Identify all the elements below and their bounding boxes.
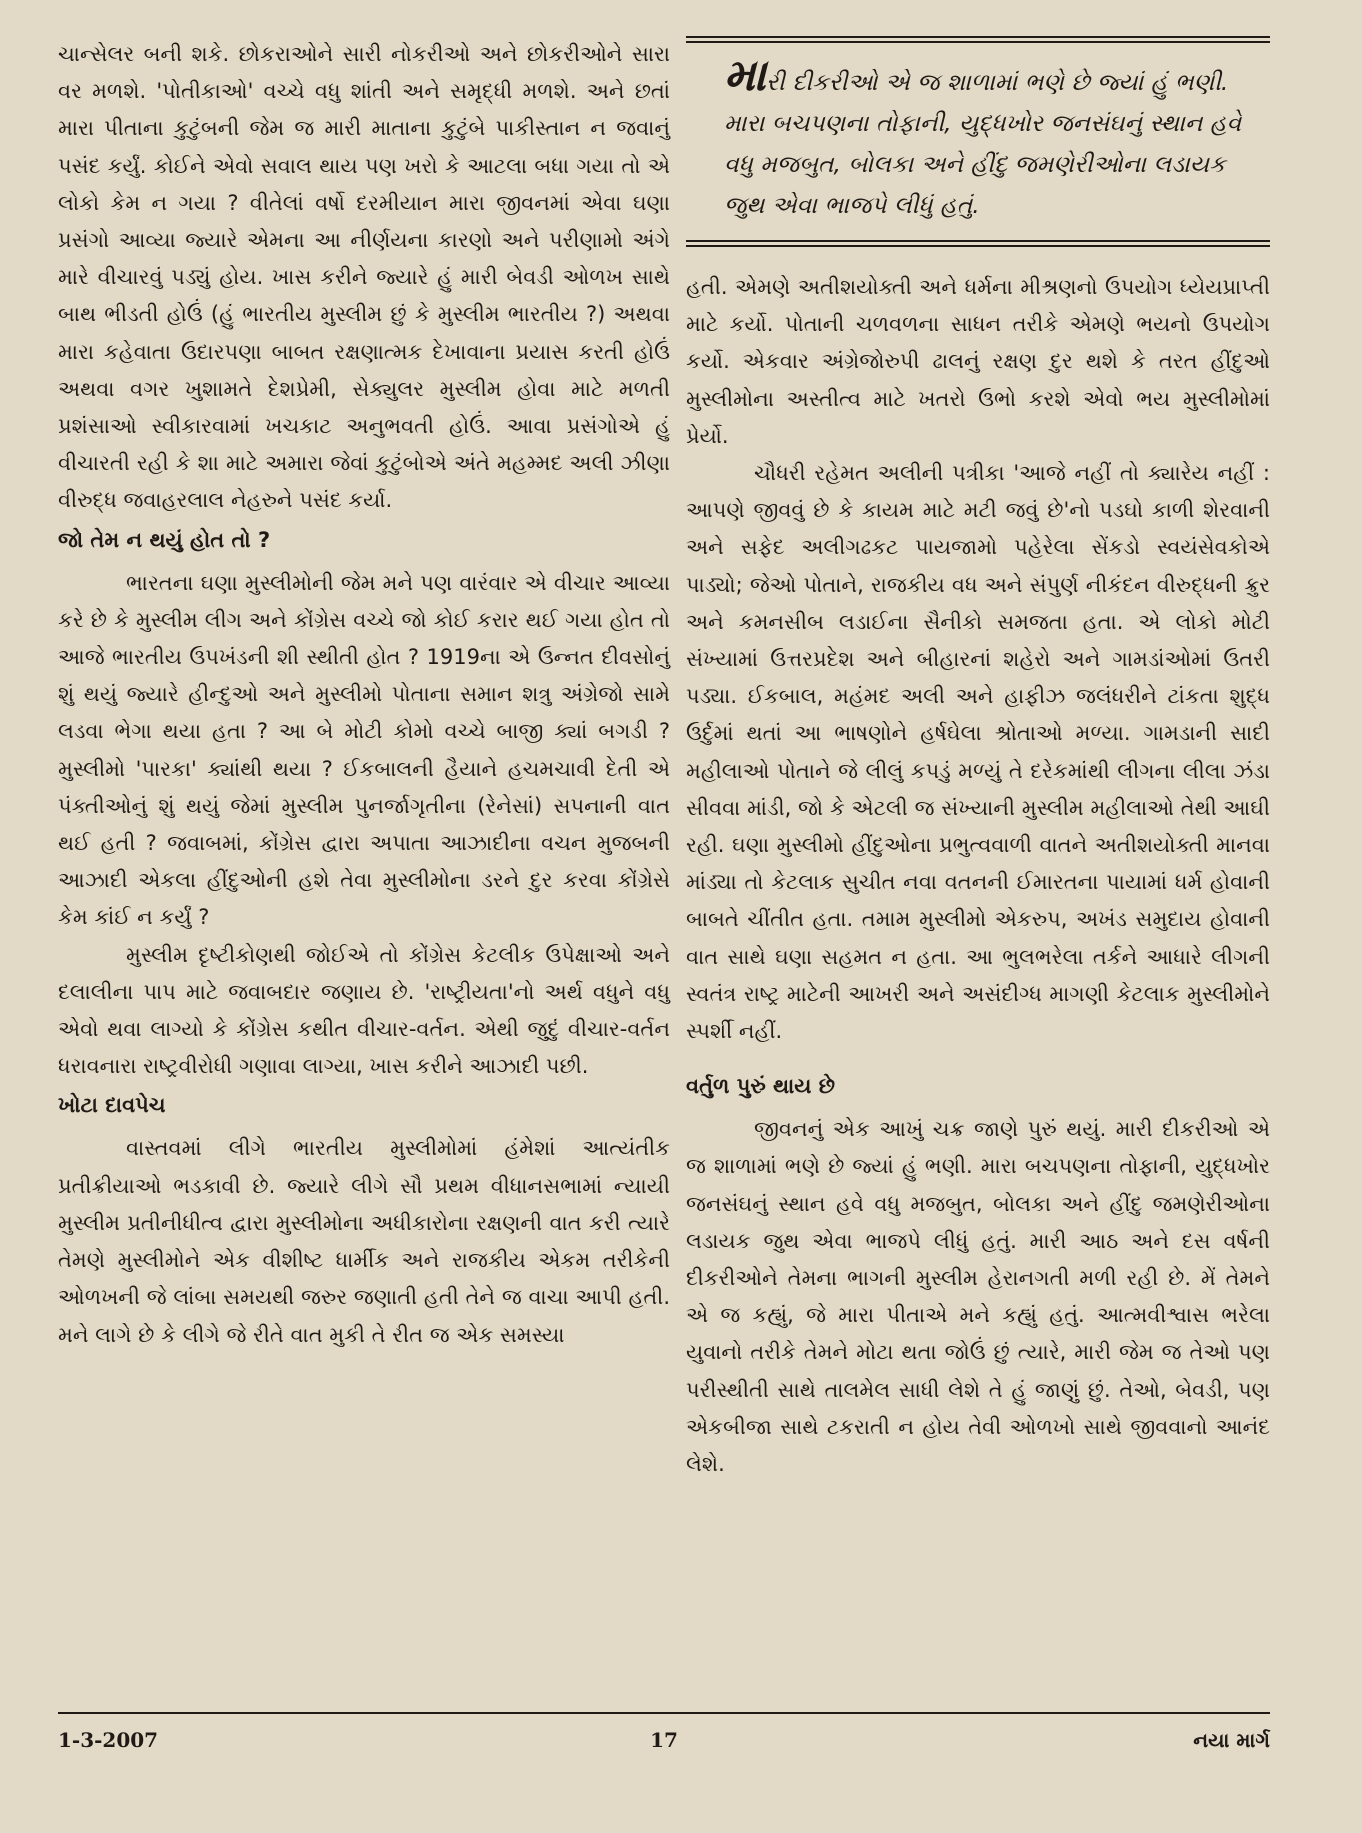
issue-date: 1-3-2007 [58, 1728, 159, 1752]
pull-quote-initial: મા [724, 50, 766, 101]
right-column [686, 36, 1270, 1483]
body-paragraph: ભારતના ઘણા મુસ્લીમોની જેમ મને પણ વારંવાર એ વીચાર આવ્યા કરે છે કે મુસ્લીમ લીગ અને કોંગ્રેસ વચ્ચે જો કોઈ કરાર થઈ ગયા હોત તો આજે ભારતીય ઉપખંડની શી સ્થીતી હોત ? 1919ના એ ઉન્નત દીવસોનું શું થયું જ્યારે હીન્દુઓ અને મુસ્લીમો પોતાના સમાન શત્રુ અંગ્રેજો સામે લડવા ભેગા થયા હતા ? આ બે મોટી કોમો વચ્ચે બાજી ક્યાં બગડી ? મુસ્લીમો 'પારકા' ક્યાંથી થયા ? ઈકબાલની હૈયાને હચમચાવી દેતી એ પંક્તીઓનું શું થયું જેમાં મુસ્લીમ પુનર્જાગૃતીના (રેનેસાં) સપનાની વાત થઈ હતી ? જવાબમાં, કોંગ્રેસ દ્વારા અપાતા આઝાદીના વચન મુજબની આઝાદી એકલા હીંદુઓની હશે તેવા મુસ્લીમોના ડરને દુર કરવા કોંગ્રેસે કેમ કાંઈ ન કર્યું ? [58, 570, 670, 930]
body-paragraph: જીવનનું એક આખું ચક્ર જાણે પુરું થયું. મારી દીકરીઓ એ જ શાળામાં ભણે છે જ્યાં હું ભણી. મારા બચપણના તોફાની, યુદ્ધખોર જનસંઘનું સ્થાન હવે વધુ મજબુત, બોલકા અને હીંદુ જમણેરીઓના લડાયક જુથ એવા ભાજપે લીધું હતું. મારી આઠ અને દસ વર્ષની દીકરીઓને તેમના ભાગની મુસ્લીમ હેરાનગતી મળી રહી છે. મેં તેમને એ જ કહ્યું, જે મારા પીતાએ મને કહ્યું હતું. આત્મવીશ્વાસ ભરેલા યુવાનો તરીકે તેમને મોટા થતા જોઉં છું ત્યારે, મારી જેમ જ તેઓ પણ પરીસ્થીતી સાથે તાલમેલ સાધી લેશે તે હું જાણું છું. તેઓ, બેવડી, પણ એકબીજા સાથે ટકરાતી ન હોય તેવી ઓળખો સાથે જીવવાનો આનંદ લેશે. [686, 1117, 1270, 1477]
section-heading: ખોટા દાવપેચ [58, 1093, 166, 1118]
magazine-name: નયા માર્ગ [1193, 1728, 1270, 1752]
body-paragraph: ચૌધરી રહેમત અલીની પત્રીકા 'આજે નહીં તો ક્યારેય નહીં : આપણે જીવવું છે કે કાયમ માટે મટી જવું છે'નો પડઘો કાળી શેરવાની અને સફેદ અલીગઢકટ પાયજામો પહેરેલા સેંકડો સ્વયંસેવકોએ પાડ્યો; જેઓ પોતાને, રાજકીય વધ અને સંપુર્ણ નીકંદન વીરુદ્ધની ક્રુર અને કમનસીબ લડાઈના સૈનીકો સમજતા હતા. એ લોકો મોટી સંખ્યામાં ઉત્તરપ્રદેશ અને બીહારનાં શહેરો અને ગામડાંઓમાં ઉતરી પડ્યા. ઈકબાલ, મહંમદ અલી અને હાફીઝ જલંધરીને ટાંકતા શુદ્ધ ઉર્દુમાં થતાં આ ભાષણોને હર્ષઘેલા શ્રોતાઓ મળ્યા. ગામડાની સાદી મહીલાઓ પોતાને જે લીલું કપડું મળ્યું તે દરેકમાંથી લીગના લીલા ઝંડા સીવવા માંડી, જો કે એટલી જ સંખ્યાની મુસ્લીમ મહીલાઓ તેથી આઘી રહી. ઘણા મુસ્લીમો હીંદુઓના પ્રભુત્વવાળી વાતને અતીશયોક્તી માનવા માંડ્યા તો કેટલાક સુચીત નવા વતનની ઈમારતના પાયામાં ધર્મ હોવાની બાબતે ચીંતીત હતા. તમામ મુસ્લીમો એકરુપ, અખંડ સમુદાય હોવાની વાત સાથે ઘણા સહમત ન હતા. આ ભુલભરેલા તર્કને આધારે લીગની સ્વતંત્ર રાષ્ટ્ર માટેની આખરી અને અસંદીગ્ધ માગણી કેટલાક મુસ્લીમોને સ્પર્શી નહીં. [686, 461, 1270, 1044]
pull-quote-text: રી દીકરીઓ એ જ શાળામાં ભણે છે જ્યાં હું ભણી. મારા બચપણના તોફાની, યુદ્ધખોર જનસંઘનું સ્થાન હવે વધુ મજબુત, બોલકા અને હીંદુ જમણેરીઓના લડાયક જુથ એવા ભાજપે લીધું હતું. [724, 68, 1242, 219]
body-paragraph: વાસ્તવમાં લીગે ભારતીય મુસ્લીમોમાં હંમેશાં આત્યંતીક પ્રતીક્રીયાઓ ભડકાવી છે. જ્યારે લીગે સૌ પ્રથમ વીધાનસભામાં ન્યાયી મુસ્લીમ પ્રતીનીધીત્વ દ્વારા મુસ્લીમોના અધીકારોના રક્ષણની વાત કરી ત્યારે તેમણે મુસ્લીમોને એક વીશીષ્ટ ધાર્મીક અને રાજકીય એકમ તરીકેની ઓળખની જે લાંબા સમયથી જરુર જણાતી હતી તેને જ વાચા આપી હતી. મને લાગે છે કે લીગે જે રીતે વાત મુકી તે રીત જ એક સમસ્યા [58, 1136, 670, 1347]
section-heading: વર્તુળ પુરું થાય છે [686, 1074, 836, 1099]
left-column [58, 36, 670, 1354]
section-heading: જો તેમ ન થયું હોત તો ? [58, 527, 271, 552]
page-number: 17 [650, 1728, 678, 1752]
body-paragraph: હતી. એમણે અતીશયોક્તી અને ધર્મના મીશ્રણનો ઉપયોગ ધ્યેયપ્રાપ્તી માટે કર્યો. પોતાની ચળવળના સાધન તરીકે એમણે ભયનો ઉપયોગ કર્યો. એકવાર અંગ્રેજોરુપી ઢાલનું રક્ષણ દુર થશે કે તરત હીંદુઓ મુસ્લીમોના અસ્તીત્વ માટે ખતરો ઉભો કરશે એવો ભય મુસ્લીમોમાં પ્રેર્યો. [686, 275, 1270, 448]
body-paragraph: ચાન્સેલર બની શકે. છોકરાઓને સારી નોકરીઓ અને છોકરીઓને સારા વર મળશે. 'પોતીકાઓ' વચ્ચે વધુ શાંતી અને સમૃદ્ધી મળશે. અને છતાં મારા પીતાના કુટુંબની જેમ જ મારી માતાના કુટુંબે પાકીસ્તાન ન જવાનું પસંદ કર્યું. કોઈને એવો સવાલ થાય પણ ખરો કે આટલા બધા ગયા તો એ લોકો કેમ ન ગયા ? વીતેલાં વર્ષો દરમીયાન મારા જીવનમાં એવા ઘણા પ્રસંગો આવ્યા જ્યારે એમના આ નીર્ણયના કારણો અને પરીણામો અંગે મારે વીચારવું પડ્યું હોય. ખાસ કરીને જ્યારે હું મારી બેવડી ઓળખ સાથે બાથ ભીડતી હોઉં (હું ભારતીય મુસ્લીમ છું કે મુસ્લીમ ભારતીય ?) અથવા મારા કહેવાતા ઉદારપણા બાબત રક્ષણાત્મક દેખાવાના પ્રયાસ કરતી હોઉં અથવા વગર ખુશામતે દેશપ્રેમી, સેક્યુલર મુસ્લીમ હોવા માટે મળતી પ્રશંસાઓ સ્વીકારવામાં ખચકાટ અનુભવતી હોઉં. આવા પ્રસંગોએ હું વીચારતી રહી કે શા માટે અમારા જેવાં કુટુંબોએ અંતે મહમ્મદ અલી ઝીણા વીરુદ્ધ જવાહરલાલ નેહરુને પસંદ કર્યા. [58, 42, 670, 513]
page-footer [58, 1712, 1270, 1752]
body-paragraph: મુસ્લીમ દૃષ્ટીકોણથી જોઈએ તો કોંગ્રેસ કેટલીક ઉપેક્ષાઓ અને દલાલીના પાપ માટે જવાબદાર જણાય છે. 'રાષ્ટ્રીયતા'નો અર્થ વધુને વધુ એવો થવા લાગ્યો કે કોંગ્રેસ કથીત વીચાર-વર્તન. એથી જુદું વીચાર-વર્તન ધરાવનારા રાષ્ટ્રવીરોધી ગણાવા લાગ્યા, ખાસ કરીને આઝાદી પછી. [58, 942, 670, 1079]
pull-quote [686, 36, 1270, 247]
